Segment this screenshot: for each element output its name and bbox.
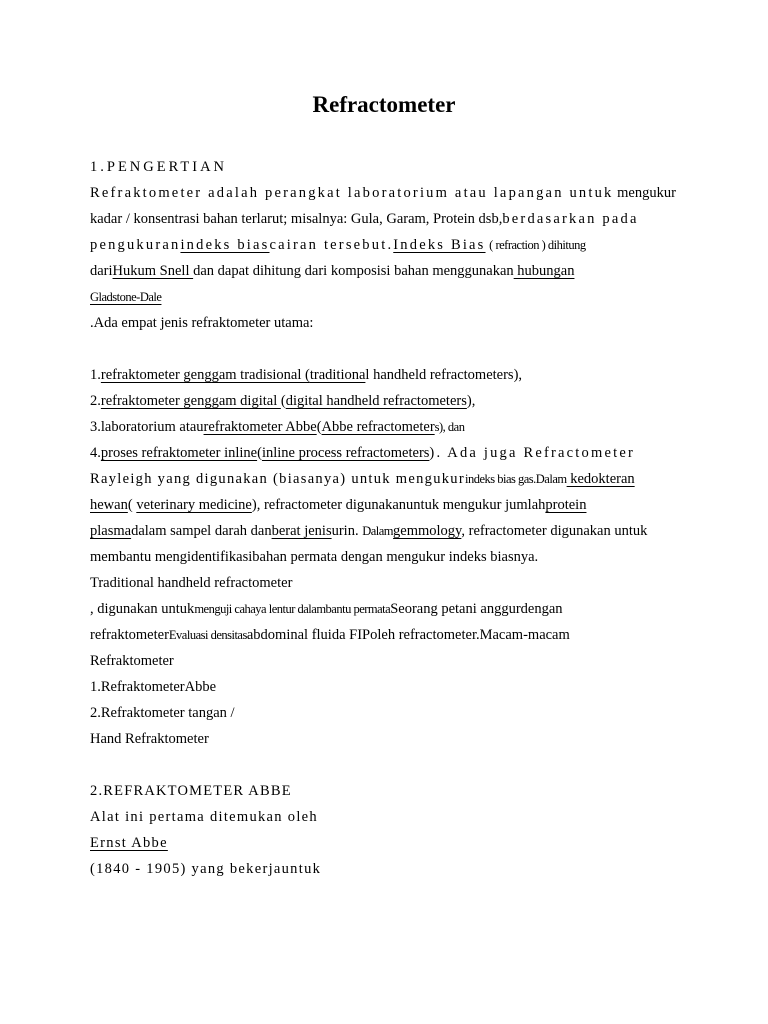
paragraph-line [90, 624, 690, 646]
text-span: berdasarkan pada [502, 211, 639, 227]
paragraph-line [90, 312, 690, 334]
link-protein[interactable]: protein [545, 497, 587, 513]
link-digital-handheld-refractometers[interactable]: digital handheld refractometers [285, 393, 467, 409]
link-plasma[interactable]: plasma [90, 523, 132, 539]
paragraph-line: Refraktometer [90, 653, 174, 669]
paragraph-line: Hand Refraktometer [90, 731, 209, 747]
text-span: ( [316, 419, 322, 435]
text-span: ( [127, 497, 137, 513]
text-span: bantu permata [325, 602, 391, 616]
page-title: Refractometer [312, 92, 456, 117]
link-proses-refraktometer-inline[interactable]: proses refraktometer inline [100, 445, 258, 461]
paragraph-line [90, 468, 690, 490]
text-span: ( [257, 445, 262, 461]
paragraph-line: 2.Refraktometer tangan / [90, 705, 235, 721]
paragraph-line [90, 234, 690, 256]
text-span: l handheld refractometers), [365, 367, 523, 383]
link-traditional[interactable]: traditiona [309, 367, 366, 383]
text-span: oleh refractometer.Macam-macam [370, 627, 570, 643]
text-span: kadar / konsentrasi bahan terlarut; misalnya: Gula, Garam, Protein dsb, [90, 211, 503, 227]
paragraph-line [90, 520, 690, 542]
text-span: dan dapat dihitung dari komposisi bahan menggunakan [193, 263, 514, 279]
link-veterinary-medicine[interactable]: veterinary medicine [136, 497, 252, 513]
link-hewan[interactable]: hewan [90, 497, 128, 513]
text-span: 1. [90, 367, 101, 383]
link-refraktometer-genggam-tradisional[interactable]: refraktometer genggam tradisional ( [100, 367, 310, 383]
text-span: pengukuran [90, 237, 181, 253]
link-gladstone-dale[interactable]: Gladstone-Dale [90, 290, 162, 304]
link-ernst-abbe[interactable]: Ernst Abbe [90, 835, 168, 851]
list-item [90, 364, 690, 386]
text-span: dari [90, 263, 113, 279]
text-span: Refraktometer adalah perangkat laboratorium atau lapangan untuk [90, 185, 614, 201]
text-span: 2. [90, 393, 101, 409]
link-indeks-bias-2[interactable]: Indeks Bias [393, 237, 486, 253]
text-span: refraktometer [90, 627, 169, 643]
text-span: , digunakan untuk [90, 601, 195, 617]
text-span: mengukur [617, 185, 676, 201]
text-span: abdominal fluida FIP [246, 627, 371, 643]
text-span: cairan tersebut. [269, 237, 394, 253]
text-span: indeks bias gas.Dalam [464, 472, 567, 486]
list-item [90, 442, 690, 464]
text-span: .Ada empat jenis refraktometer utama: [90, 315, 314, 331]
list-item [90, 416, 690, 438]
section-2-heading: 2.REFRAKTOMETER ABBE [90, 783, 292, 799]
paragraph-line [90, 260, 690, 282]
paragraph-line: Traditional handheld refractometer [90, 575, 293, 591]
text-span: ), [466, 393, 476, 409]
text-span: urin. [331, 523, 359, 539]
paragraph-line [90, 182, 690, 204]
text-span: s), dan [434, 420, 465, 434]
section-1-heading: 1.PENGERTIAN [90, 159, 228, 175]
paragraph-line: 1.RefraktometerAbbe [90, 679, 217, 695]
link-abbe-refractometer[interactable]: Abbe refractometer [321, 419, 435, 435]
text-span: ), refractometer digunakanuntuk mengukur jumlah [251, 497, 546, 513]
text-span: 4. [90, 445, 101, 461]
text-span: menguji cahaya lentur dalam [194, 602, 326, 616]
paragraph-line: (1840 - 1905) yang bekerjauntuk [90, 861, 322, 877]
link-indeks-bias[interactable]: indeks bias [180, 237, 270, 253]
text-span: 3.laboratorium atau [90, 419, 204, 435]
link-gemmology[interactable]: gemmology [393, 523, 462, 539]
link-hukum-snell[interactable]: Hukum Snell [112, 263, 194, 279]
text-span: , refractometer digunakan untuk [461, 523, 648, 539]
link-inline-process-refractometers[interactable]: inline process refractometers [261, 445, 430, 461]
text-span: dengan [520, 601, 563, 617]
text-span: ( refraction ) dihitung [489, 238, 586, 252]
link-berat-jenis[interactable]: berat jenis [271, 523, 332, 539]
paragraph-line [90, 208, 690, 230]
paragraph-line [90, 832, 690, 854]
paragraph-line [90, 598, 690, 620]
list-item [90, 390, 690, 412]
paragraph-line: Alat ini pertama ditemukan oleh [90, 809, 318, 825]
link-kedokteran[interactable]: kedokteran [566, 471, 635, 487]
text-span: Rayleigh yang digunakan (biasanya) untuk mengukur [90, 471, 465, 487]
link-refraktometer-abbe[interactable]: refraktometer Abbe [203, 419, 317, 435]
text-span: Dalam [362, 524, 394, 538]
text-span: dalam sampel darah dan [131, 523, 272, 539]
paragraph-line [90, 494, 690, 516]
text-span: ). Ada juga Refractometer [429, 445, 635, 461]
link-hubungan[interactable]: hubungan [513, 263, 575, 279]
paragraph-line: membantu mengidentifikasibahan permata dengan mengukur indeks biasnya. [90, 549, 539, 565]
text-span: Evaluasi densitas [168, 628, 247, 642]
text-span: Seorang petani anggur [390, 601, 521, 617]
link-refraktometer-genggam-digital[interactable]: refraktometer genggam digital [100, 393, 281, 409]
text-span: ( [280, 393, 286, 409]
